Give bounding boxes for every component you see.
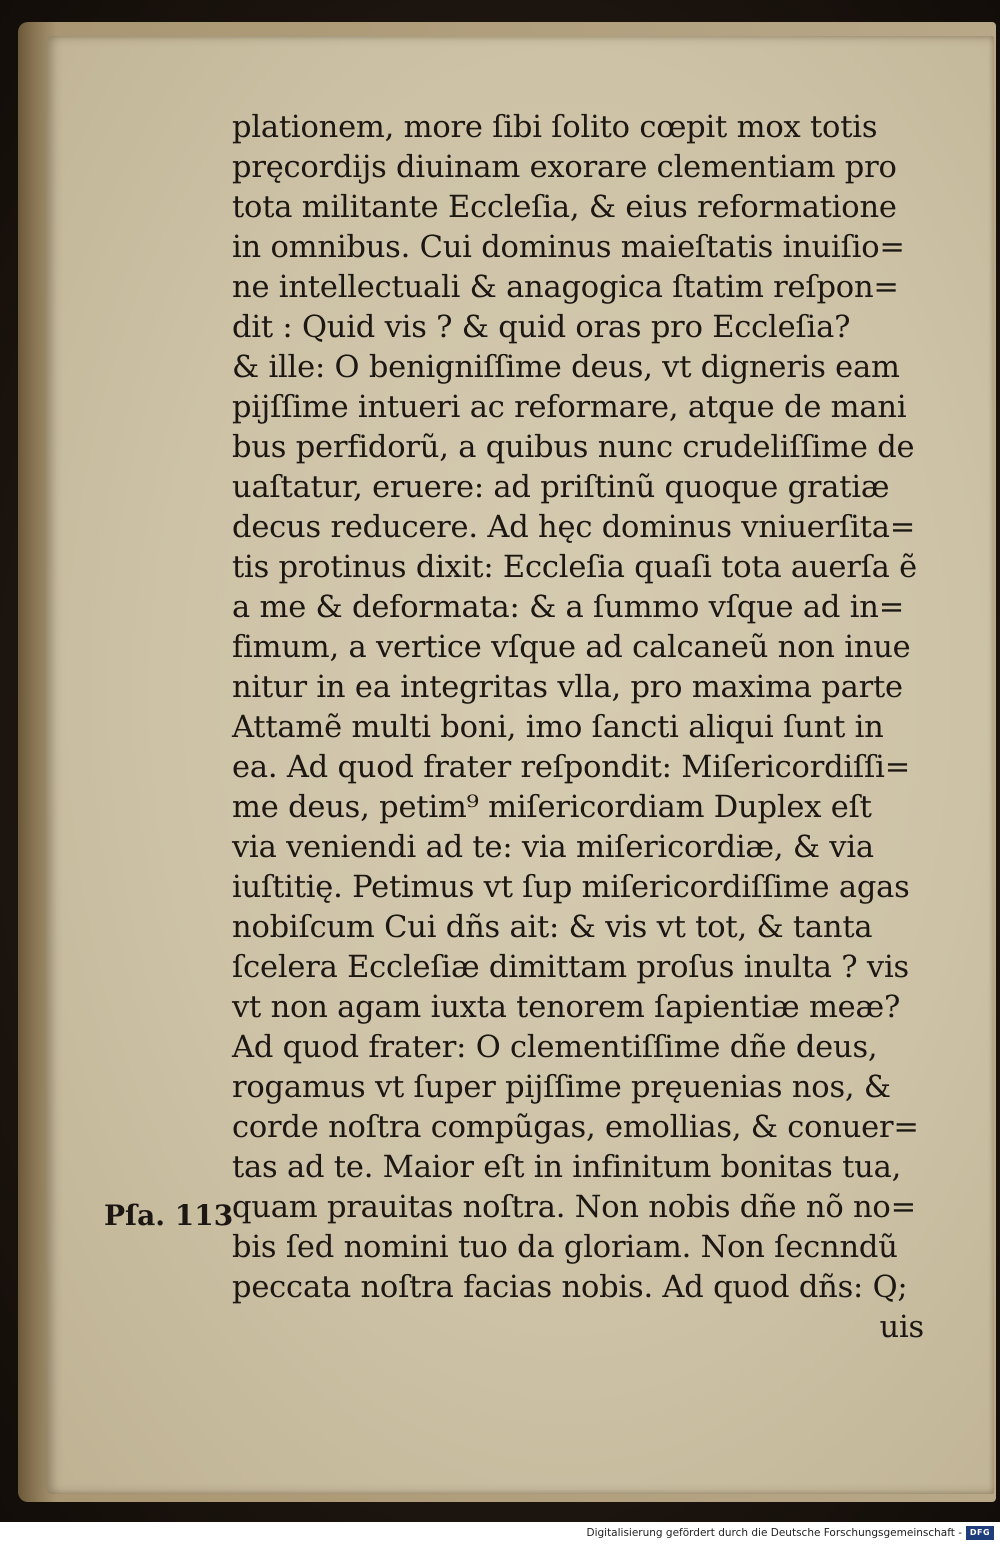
text-line: Attamẽ multi boni, imo ſancti aliqui ſunt in <box>232 710 884 745</box>
text-line: pijſſime intueri ac reformare, atque de mani <box>232 390 907 425</box>
text-line: plationem, more ſibi ſolito cœpit mox totis <box>232 110 878 145</box>
text-line: ſcelera Eccleſiæ dimittam proſus inulta ? vis <box>232 950 909 985</box>
text-line: bis ſed nomini tuo da gloriam. Non ſecnndũ <box>232 1230 898 1265</box>
text-line: bus perfidorũ, a quibus nunc crudeliſſime de <box>232 430 915 465</box>
text-line: decus reducere. Ad hęc dominus vniuerſita= <box>232 510 916 545</box>
text-line: a me & deformata: & a ſummo vſque ad in= <box>232 590 905 625</box>
text-line: pręcordijs diuinam exorare clementiam pro <box>232 150 897 185</box>
text-line: & ille: O benigniſſime deus, vt digneris eam <box>232 350 900 385</box>
text-line: via veniendi ad te: via miſericordiæ, & via <box>232 830 874 865</box>
footer-bar <box>0 1522 1000 1544</box>
text-line: corde noſtra compũgas, emollias, & conuer= <box>232 1110 919 1145</box>
text-line: ea. Ad quod frater reſpondit: Miſericordiſſi= <box>232 750 911 785</box>
text-line: fimum, a vertice vſque ad calcaneũ non inue <box>232 630 911 665</box>
text-line: in omnibus. Cui dominus maieſtatis inuiſio= <box>232 230 905 265</box>
text-line: quam prauitas noſtra. Non nobis dñe nõ no= <box>232 1190 916 1225</box>
text-line: tis protinus dixit: Eccleſia quaſi tota auerſa ẽ <box>232 550 918 585</box>
text-line: uaſtatur, eruere: ad priſtinũ quoque gratiæ <box>232 470 890 505</box>
text-line: me deus, petim⁹ miſericordiam Duplex eſt <box>232 790 872 825</box>
dfg-logo: DFG <box>966 1526 994 1540</box>
catchword: uis <box>879 1310 924 1345</box>
text-line: tota militante Eccleſia, & eius reformatione <box>232 190 897 225</box>
text-line: iuſtitię. Petimus vt ſup miſericordiſſime agas <box>232 870 910 905</box>
funding-credit: Digitalisierung gefördert durch die Deutsche Forschungsgemeinschaft - <box>586 1527 962 1539</box>
text-line: nitur in ea integritas vlla, pro maxima parte <box>232 670 903 705</box>
text-line: Ad quod frater: O clementiſſime dñe deus, <box>232 1030 878 1065</box>
text-line: tas ad te. Maior eſt in infinitum bonitas tua, <box>232 1150 902 1185</box>
text-line: nobiſcum Cui dñs ait: & vis vt tot, & tanta <box>232 910 873 945</box>
text-line: dit : Quid vis ? & quid oras pro Eccleſia? <box>232 310 851 345</box>
text-line: peccata noſtra facias nobis. Ad quod dñs: Q; <box>232 1270 908 1305</box>
text-line: ne intellectuali & anagogica ſtatim reſpon= <box>232 270 899 305</box>
text-line: vt non agam iuxta tenorem ſapientiæ meæ? <box>232 990 901 1025</box>
text-line: rogamus vt ſuper pijſſime pręuenias nos, & <box>232 1070 891 1105</box>
page-text-block <box>232 108 940 1348</box>
margin-note: Pſa. 113 <box>104 1199 234 1232</box>
